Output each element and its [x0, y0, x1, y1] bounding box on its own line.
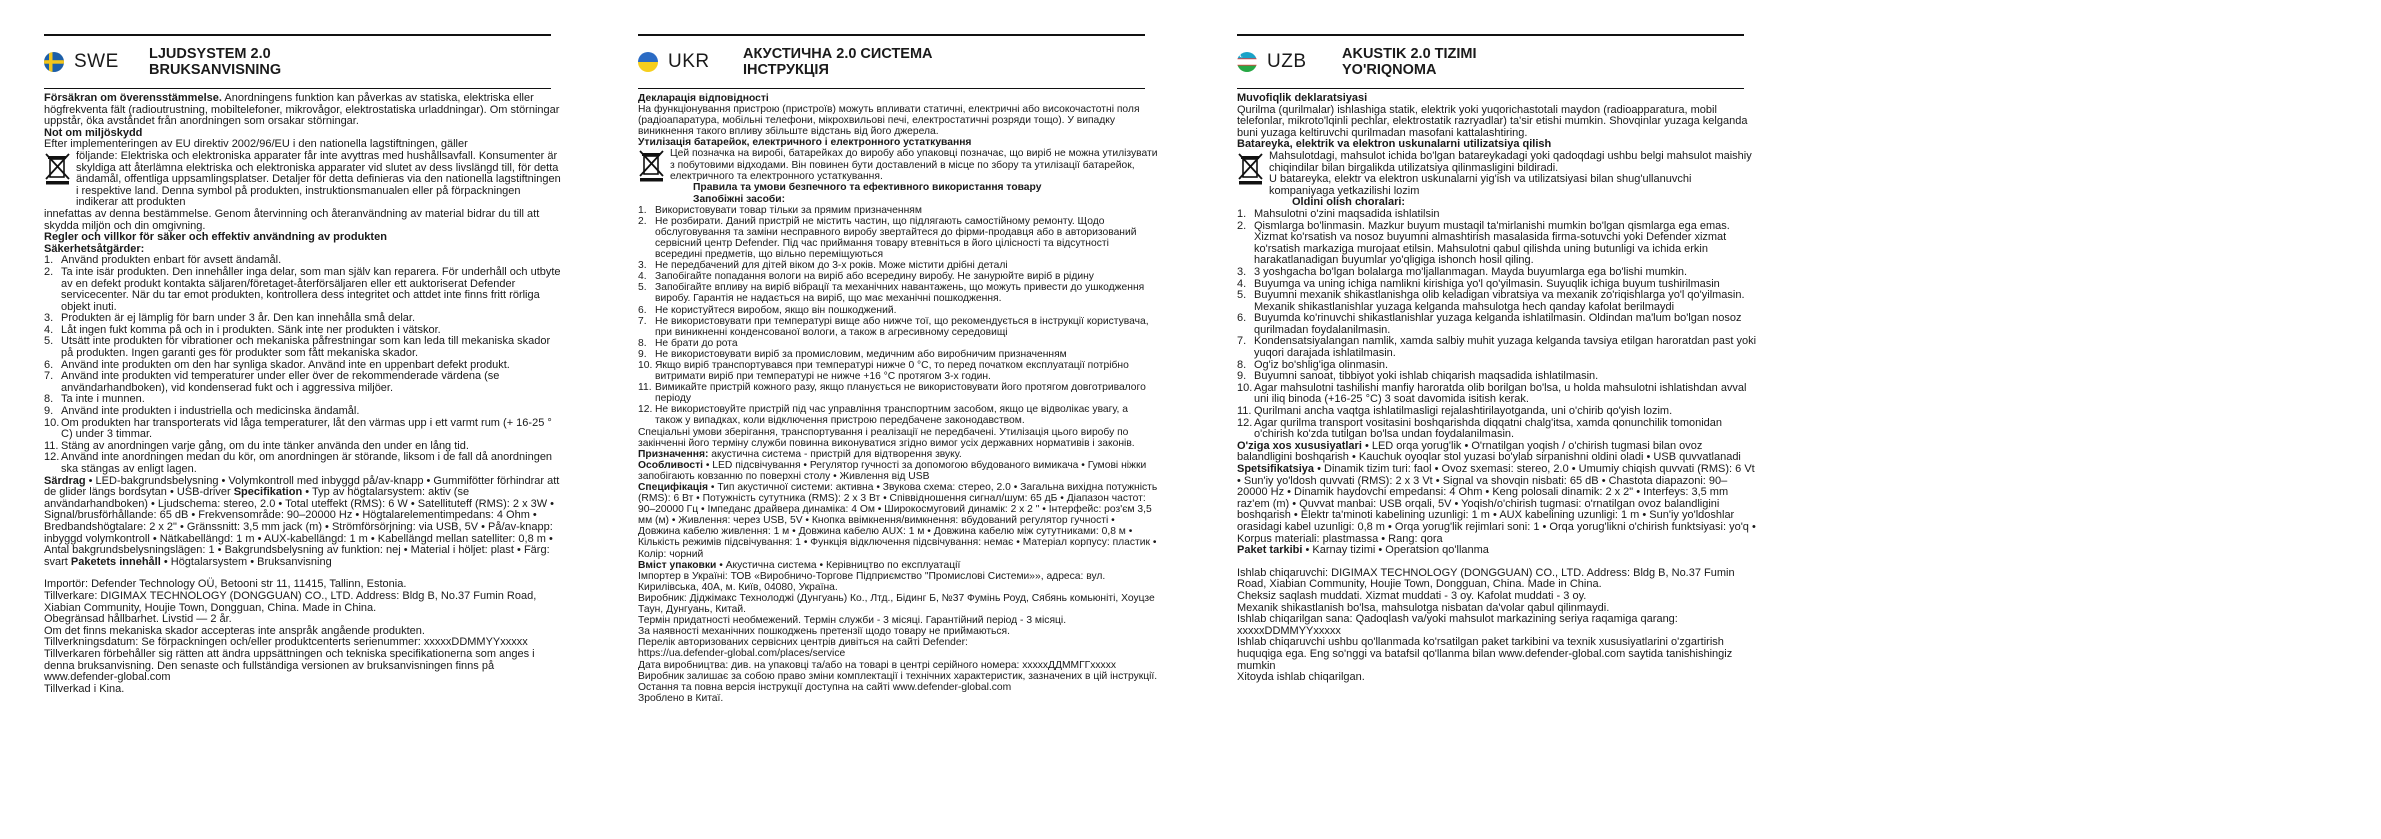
footer-line: Ishlab chiqaruvchi: DIGIMAX TECHNOLOGY (DONGGUAN) CO., LTD. Address: Bldg B, No.37 Fumin Road, Xiabian Community, Houjie Town, Dongguan, China. Made in China.: [1237, 566, 1735, 591]
list-item: 10. Agar mahsulotni tashilishi manfiy haroratda olib borilgan bo'lsa, u holda mahsulotni ishlatishdan avval uni iliq binoda (+16-25 °C) 3 soat davomida isitish kerak.: [1237, 381, 1747, 406]
manual-subtitle: YO'RIQNOMA: [1342, 62, 1437, 78]
waste-text: Цей позначка на виробі, батарейках до виробу або упаковці позначає, що виріб не можна утилізувати з побутовими відходами. Він повинен бути доставлений в місце по збору та утилізації батарейок, електричного та електронного устаткування.: [670, 148, 1158, 182]
list-item: 2. Ta inte isär produkten. Den innehåller inga delar, som man själv kan reparera. För underhåll och utbyte av en defekt produkt kontakta säljaren/företaget-återförsäljaren eller ett auktoriserat Defender servicecenter. När du tar emot produkten, kontrollera dess integritet och attdet inte finns fritt rörliga objekt inuti.: [44, 265, 561, 313]
waste-heading: Утилізація батарейок, електричного і електронного устаткування: [638, 137, 972, 149]
footer-line: Om det finns mekaniska skador accepteras inte anspråk angående produkten.: [44, 624, 425, 637]
list-item: 9. Buyumni sanoat, tibbiyot yoki ishlab chiqarish maqsadida ishlatilmasin.: [1237, 370, 1599, 383]
list-item: 1. Mahsulotni o'zini maqsadida ishlatilsin: [1237, 207, 1440, 220]
list-item: 10. Om produkten har transporterats vid låga temperaturer, låt den värmas upp i ett varmt rum (+ 16-25 ° C) under 3 timmar.: [44, 416, 552, 441]
declaration: Försäkran om överensstämmelse. Anordningens funktion kan påverkas av statiska, elektriska eller högfrekventa fält (radioutrustning, mobiltelefoner, mikrovågor, elektrostatiska urladdningar). Om störningar uppstår, öka avståndet från anordningen som orsakar störningar.: [44, 92, 560, 128]
list-item: 3. Produkten är ej lämplig för barn under 3 år. Den kan innehålla små delar.: [44, 312, 416, 325]
ukraine-flag-icon: [638, 52, 658, 72]
list-item: 1. Використовувати товар тільки за прямим призначенням: [638, 204, 922, 216]
list-item: 2. Не розбирати. Даний пристрій не містить частин, що підлягають самостійному ремонту. Щодо обслуговування та заміни несправного виробу звертайтеся до фірми-продавця або в авторизований сервісний центр Defender. Під час приймання товару втевніться в його цілісності та відсутності всередині предметів, що вільно переміщуються: [638, 215, 1137, 261]
list-item: 3. Не передбачений для дітей віком до 3-х років. Може містити дрібні деталі: [638, 260, 1008, 272]
declaration-heading: Декларація відповідності: [638, 93, 769, 104]
declaration-text: Qurilma (qurilmalar) ishlashiga statik, elektrik yoki yuqorichastotali maydon (radioapparatura, mobil telefonlar, mikroto'lqinli pechlar, elektrostatik razryadlar) ta'sir etishi mumkin. Shovqinlar yuzaga kelganda buni yuzaga keltiruvchi qurilmadan masofani kattalashtiring.: [1237, 103, 1748, 139]
list-item: 11. Stäng av anordningen varje gång, om du inte tänker använda den under en lång tid.: [44, 439, 469, 452]
footer-line: Термін придатності необмежений. Термін служби - 3 місяці. Гарантійний період - 3 місяці.: [638, 615, 1067, 627]
package-contents: Paket tarkibi • Karnay tizimi • Operatsion qo'llanma: [1237, 544, 1489, 557]
rules-heading: Regler och villkor för säker och effektiv användning av produkten: [44, 231, 387, 244]
header-rule: [1237, 88, 1744, 89]
list-item: 12. Använd inte anordningen medan du kör, om anordningen är störande, liksom i de fall då anordningen ska stängas av enligt lagen.: [44, 451, 553, 475]
crossed-bin-icon: [1237, 151, 1265, 185]
safety-heading: Säkerhetsåtgärder:: [44, 242, 145, 255]
specifications: O'ziga xos xususiyatlari • LED orqa yorug'lik • O'rnatilgan yoqish / o'chirish tugmasi bilan ovoz balandligini boshqarish • Kauchuk oyoqlar stol yuzasi bo'ylab sirpanishni oldini oladi • USB quvvatlanadi Spetsifikatsiya • Dinamik tizim turi: faol • Ovoz sxemasi: stereo, 2.0 • Umumiy chiqish quvvati (RMS): 6 Vt • Sun'iy yo'ldosh quvvati (RMS): 2 x 3 Vt • Signal va shovqin nisbati: 65 dB • Chastota diapazoni: 90–20000 Hz • Dinamik haydovchi empedansi: 4 Ohm • Keng polosali dinamik: 2 x 2" • Interfeys: 3,5 mm raz'em (m) • Quvvat manbai: USB orqali, 5V • Yoqish/o'chirish tugmasi: o'rnatilgan ovoz balandligini boshqarish • Elektr ta'minoti kabelining uzunligi: 1 m • AUX kabelining uzunligi: 1 m • Sun'iy yo'ldoshlar orasidagi kabel uzunligi: 0,8 m • Orqa yorug'lik rejimlari soni: 1 • Orqa yorug'likni o'chirish funktsiyasi: yo'q • Korpus materiali: plastmassa • Rang: qora: [1237, 439, 1756, 545]
list-item: 5. Запобігайте впливу на виріб вібрації та механічних навантажень, що можуть привести до ушкодження виробу. Гарантія не надається на виріб, що має механічні пошкодження.: [638, 282, 1145, 305]
list-item: 8. Не брати до рота: [638, 337, 738, 349]
footer-line: Obegränsad hållbarhet. Livstid — 2 år.: [44, 613, 232, 626]
footer-line: Mexanik shikastlanish bo'lsa, mahsulotga nisbatan da'volar qabul qilinmaydi.: [1237, 601, 1610, 614]
list-item: 9. Не використовувати виріб за промисловим, медичним або виробничим призначенням: [638, 348, 1067, 360]
list-item: 5. Utsätt inte produkten för vibrationer och mekaniska påfrestningar som kan leda till mekaniska skador på produkten. Ingen garanti ges för produkter som fått mekaniska skador.: [44, 335, 551, 360]
list-item: 8. Og'iz bo'shlig'iga olinmasin.: [1237, 358, 1389, 371]
footer-line: Xiabian Community, Houjie Town, Dongguan, China. Made in China.: [44, 601, 377, 614]
list-item: 1. Använd produkten enbart för avsett ändamål.: [44, 254, 282, 267]
service-link: https://ua.defender-global.com/places/service: [638, 648, 846, 660]
list-item: 7. Använd inte produkten vid temperaturer under eller över de rekommenderade värdena (se användarhandboken), vid kondenserad fukt och i aggressiva miljöer.: [44, 370, 500, 394]
sweden-flag-icon: [44, 52, 64, 72]
uzbekistan-flag-icon: [1237, 52, 1257, 72]
column-ukrainian: [638, 0, 1158, 704]
column-swedish: [44, 0, 564, 695]
footer-line: Importör: Defender Technology OÜ, Betooni str 11, 11415, Tallinn, Estonia.: [44, 578, 407, 591]
language-code: SWE: [74, 51, 119, 72]
list-item: 4. Låt ingen fukt komma på och in i produkten. Sänk inte ner produkten i vätskor.: [44, 323, 441, 336]
waste-heading: Batareyka, elektrik va elektron uskunalarni utilizatsiya qilish: [1237, 138, 1552, 151]
list-item: 2. Qismlarga bo'linmasin. Mazkur buyum mustaqil ta'mirlanishi mumkin bo'lgan qismlarga ega emas. Xizmat ko'rsatish va nosoz buyumni almashtirish masalasida firma-sotuvchi yoki Defender xizmat ko'rsatish markaziga murojaat etilsin. Mahsulotni qabul qilishda uning butunligi va ichida erkin harakatlanadigan buyumlar yo'qligiga ishonch hosil qiling.: [1237, 219, 1730, 267]
list-item: 12. Agar qurilma transport vositasini boshqarishda diqqatni chalg'itsa, xamda qonunchilik tomonidan o'chirish ko'zda tutilgan bo'lsa undan foydalanilmasin.: [1237, 416, 1723, 441]
waste-heading: Not om miljöskydd: [44, 126, 143, 139]
header-rule: [638, 88, 1145, 89]
footer-line: Ishlab chiqaruvchi ushbu qo'llanmada ko'rsatilgan paket tarkibini va texnik xususiyatlarini o'zgartirish huquqiga ega. Eng so'nggi va batafsil qo'llanma bilan www.defender-global.com saytida tanishishingiz mumkin: [1237, 636, 1733, 672]
waste-text-1: Mahsulotdagi, mahsulot ichida bo'lgan batareykadagi yoki qadoqdagi ushbu belgi mahsulot maishiy chiqindilar bilan birgalikda utilizatsiya qilinmasligini bildiradi.: [1269, 149, 1752, 174]
safety-list: [44, 255, 564, 475]
list-item: 6. Använd inte produkten om den har synliga skador. Använd inte en uppenbart defekt produkt.: [44, 358, 510, 371]
footer-line: Cheksiz saqlash muddati. Xizmat muddati - 3 oy. Kafolat muddati - 3 oy.: [1237, 589, 1587, 602]
safety-list: [638, 205, 1158, 427]
list-item: 6. Buyumda ko'rinuvchi shikastlanishlar yuzaga kelganda ishlatilmasin. Oldindan ma'lum bo'lgan nosoz qurilmadan foydalanilmasin.: [1237, 312, 1742, 336]
footer-line: Tillverkaren förbehåller sig rätten att ändra uppsättningen och tekniska specifikationerna som anges i denna bruksanvisning. Den senaste och fullständiga versionen av bruksanvisningen finns på www.defender-global.com: [44, 647, 535, 684]
section-header: [44, 36, 564, 88]
specifications: Специфікація • Тип акустичної системи: активна • Звукова схема: стерео, 2.0 • Загальна вихідна потужність (RMS): 6 Вт • Потужність сутутника (RMS): 2 x 3 Вт • Співвідношення сигнал/шум: 65 дБ • Діапазон частот: 90–20000 Гц • Імпеданс драйвера динаміка: 4 Ом • Широкосмуговий динамік: 2 x 2 " • Інтерфейс: роз'єм 3,5 мм (м) • Живлення: через USB, 5V • Кнопка ввімкнення/вимкнення: вбудований регулятор гучності • Довжина кабелю живлення: 1 м • Довжина кабелю AUX: 1 м • Довжина кабелю між сутутниками: 0,8 м • Кількість режимів підсвічування: 1 • Функція відключення підсвічування: немає • Матеріал корпусу: пластик • Колір: чорний: [638, 482, 1158, 560]
safety-heading: Oldini olish choralari:: [1292, 196, 1406, 209]
crossed-bin-icon: [44, 151, 72, 185]
footer-line: Виробник залишає за собою право зміни комплектації і технічних характеристик, зазначених в цій інструкції. Остання та повна версія інструкції доступна на сайті www.defender-global.com: [638, 670, 1158, 693]
product-title: AKUSTIK 2.0 TIZIMI: [1342, 46, 1477, 62]
footer-line: Xitoyda ishlab chiqarilgan.: [1237, 671, 1365, 684]
crossed-bin-icon: [638, 148, 666, 182]
list-item: 4. Buyumga va uning ichiga namlikni kirishiga yo'l qo'yilmasin. Suyuqlik ichiga buyum tushirilmasin: [1237, 277, 1720, 290]
list-item: 10. Якщо виріб транспортувався при температурі нижче 0 °С, то перед початком експлуатації потрібно витримати виріб при температурі не нижче +16 °С протягом 3-х годин.: [638, 359, 1129, 383]
footer-line: Ishlab chiqarilgan sana: Qadoqlash va/yoki mahsulot markazining seriya raqamiga qarang: xxxxxDDMMYYxxxxx: [1237, 613, 1678, 637]
footer-line: Tillverkningsdatum: Se förpackningen och/eller produktcenterts serienummer: xxxxxDDMMYYxxxxx: [44, 636, 528, 649]
list-item: 4. Запобігайте попадання вологи на виріб або всередину виробу. Не занурюйте виріб в рідину: [638, 271, 1094, 283]
manual-body: [638, 93, 1158, 704]
section-header: [638, 36, 1158, 88]
list-item: 11. Qurilmani ancha vaqtga ishlatilmasligi rejalashtirilayotganda, uni o'chirib qo'yish lozim.: [1237, 405, 1673, 418]
language-code: UZB: [1267, 51, 1307, 72]
waste-line-2: följande: Elektriska och elektroniska apparater får inte avyttras med hushållsavfall. Konsumenter är skyldiga att återlämna elektriska och elektroniska apparater vid slutet av dess livslängd till, för detta ändamål, offentliga uppsamlingsplatser. Detaljer för detta definieras via den nationella lagstiftningen i respektive land. Denna symbol på produkten, instruktionsmanualen eller på förpackningen indikerar att produkten: [76, 149, 561, 209]
footer-line: Tillverkad i Kina.: [44, 682, 125, 695]
footer-line: Зроблено в Китаї.: [638, 692, 724, 704]
language-code: UKR: [668, 51, 710, 72]
specifications: Särdrag • LED-bakgrundsbelysning • Volymkontroll med inbyggd på/av-knapp • Gummifötter förhindrar att de glider längs bordsytan • USB-driver Specifikation • Typ av högtalarsystem: aktiv (se användarhandboken) • Ljudschema: stereo, 2.0 • Total uteffekt (RMS): 6 W • Satellituteff (RMS): 2 x 3W • Signal/brusförhållande: 65 dB • Frekvensområde: 90–20000 Hz • Högtalarelementimpedans: 4 Ohm • Bredbandshögtalare: 2 x 2" • Gränssnitt: 3,5 mm jack (m) • Strömförsörjning: via USB, 5V • På/av-knapp: inbyggd volymkontroll • Nätkabellängd: 1 m • AUX-kabellängd: 1 m • Kabellängd mellan satelliter: 0,8 m • Antal bakgrundsbelysningslägen: 1 • Bakgrundsbelysning av funktion: nej • Material i höljet: plast • Färg: svart Paketets innehåll • Högtalarsystem • Bruksanvisning: [44, 474, 560, 568]
manual-subtitle: ІНСТРУКЦІЯ: [743, 62, 829, 78]
list-item: 7. Kondensatsiyalangan namlik, xamda salbiy muhit yuzaga kelganda tavsiya etilgan haroratdan past yoki yuqori darajada ishlatilmasin.: [1237, 335, 1757, 360]
list-item: 9. Använd inte produkten i industriella och medicinska ändamål.: [44, 405, 360, 418]
list-item: 3. 3 yoshgacha bo'lgan bolalarga mo'ljallanmagan. Mayda buyumlarga ega bo'lishi mumkin.: [1237, 265, 1688, 278]
product-title: АКУСТИЧНА 2.0 СИСТЕМА: [743, 46, 933, 62]
footer-line: Виробник: Діджімакс Технолоджі (Дунгуань) Ко., Лтд., Бідинг Б, №37 Фумінь Роуд, Сябянь комьюніті, Хоуцзе Таун, Дунгуань, Китай.: [638, 592, 1155, 616]
waste-text-2: U batareyka, elektr va elektron uskunalarni yig'ish va utilizatsiyasi bilan shug'ullanuvchi kompaniyaga yetkazilishi lozim: [1269, 173, 1692, 197]
declaration-heading: Muvofiqlik deklaratsiyasi: [1237, 92, 1368, 104]
header-rule: [44, 88, 551, 89]
footer-line: Дата виробництва: див. на упаковці та/або на товарі в центрі серійного номера: xxxxxДДММГГxxxxx: [638, 659, 1117, 671]
column-uzbek: [1237, 0, 1757, 684]
list-item: 11. Вимикайте пристрій кожного разу, якщо планується не використовувати його протягом довготривалого періоду: [638, 382, 1146, 405]
list-item: 12. Не використовуйте пристрій під час управління транспортним засобом, якщо це відволікає увагу, а також у випадках, коли відключення пристрою передбачене законодавством.: [638, 404, 1128, 427]
manual-subtitle: BRUKSANVISNING: [149, 62, 282, 78]
section-header: [1237, 36, 1757, 88]
product-title: LJUDSYSTEM 2.0: [149, 46, 271, 62]
footer-line: За наявності механічних пошкоджень претензії щодо товару не приймаються.: [638, 626, 1010, 638]
safety-list: [1237, 209, 1757, 441]
footer-line: Імпортер в Україні: ТОВ «Виробничо-Торгове Підприємство "Промислові Системи»», адреса: вул. Кирилівська, 40А, м. Київ, 04080, Україна.: [638, 570, 1106, 593]
list-item: 7. Не використовувати при температурі вище або нижче тої, що рекомендується в інструкції користувача, при виникненні конденсованої вологи, а також в агресивному середовищі: [638, 315, 1149, 338]
manual-body: [1237, 93, 1757, 684]
footer-line: Перелік авторизованих сервісних центрів дивіться на сайті Defender:: [638, 637, 968, 649]
declaration-text: На функціонування пристрою (пристроїв) можуть впливати статичні, електричні або високочастотні поля (радіоапаратура, мобільні телефони, мікрохвильові печі, електростатичні розряди тощо). У випадку виникнення такого впливу збільште відстань від його джерела.: [638, 104, 1140, 138]
waste-line-3: innefattas av denna bestämmelse. Genom återvinning och återanvändning av material bidrar du till att skydda miljön och din omgivning.: [44, 207, 540, 232]
waste-line-1: Efter implementeringen av EU direktiv 2002/96/EU i den nationella lagstiftningen, gäller: [44, 138, 468, 151]
features: Особливості • LED підсвічування • Регулятор гучності за допомогою вбудованого вимикача • Гумові ніжки запобігають ковзанню по поверхні столу • Живлення від USB: [638, 459, 1147, 482]
special-conditions: Спеціальні умови зберігання, транспортування і реалізації не передбачені. Утилізація цього виробу по закінченні його терміну служби повинна виконуватися згідно вимог усіх державних нормативів і законів.: [638, 426, 1135, 449]
purpose: Призначення: акустична система - пристрій для відтворення звуку.: [638, 448, 962, 460]
list-item: 8. Ta inte i munnen.: [44, 393, 145, 406]
footer-line: Tillverkare: DIGIMAX TECHNOLOGY (DONGGUAN) CO., LTD. Address: Bldg B, No.37 Fumin Road,: [44, 589, 537, 602]
safety-heading: Запобіжні засоби:: [693, 193, 785, 205]
package-contents: Вміст упаковки • Акустична система • Керівництво по експлуатації: [638, 559, 961, 571]
list-item: 5. Buyumni mexanik shikastlanishga olib keladigan vibratsiya va mexanik zo'riqishlarga yo'l qo'yilmasin. Mexanik shikastlanishlar yuzaga kelganda mahsulotga hech qanday kafolat berilmaydi: [1237, 289, 1745, 313]
list-item: 6. Не користуйтеся виробом, якщо він пошкоджений.: [638, 304, 897, 316]
manual-body: [44, 93, 564, 695]
rules-heading: Правила та умови безпечного та ефективного використання товару: [693, 182, 1042, 194]
